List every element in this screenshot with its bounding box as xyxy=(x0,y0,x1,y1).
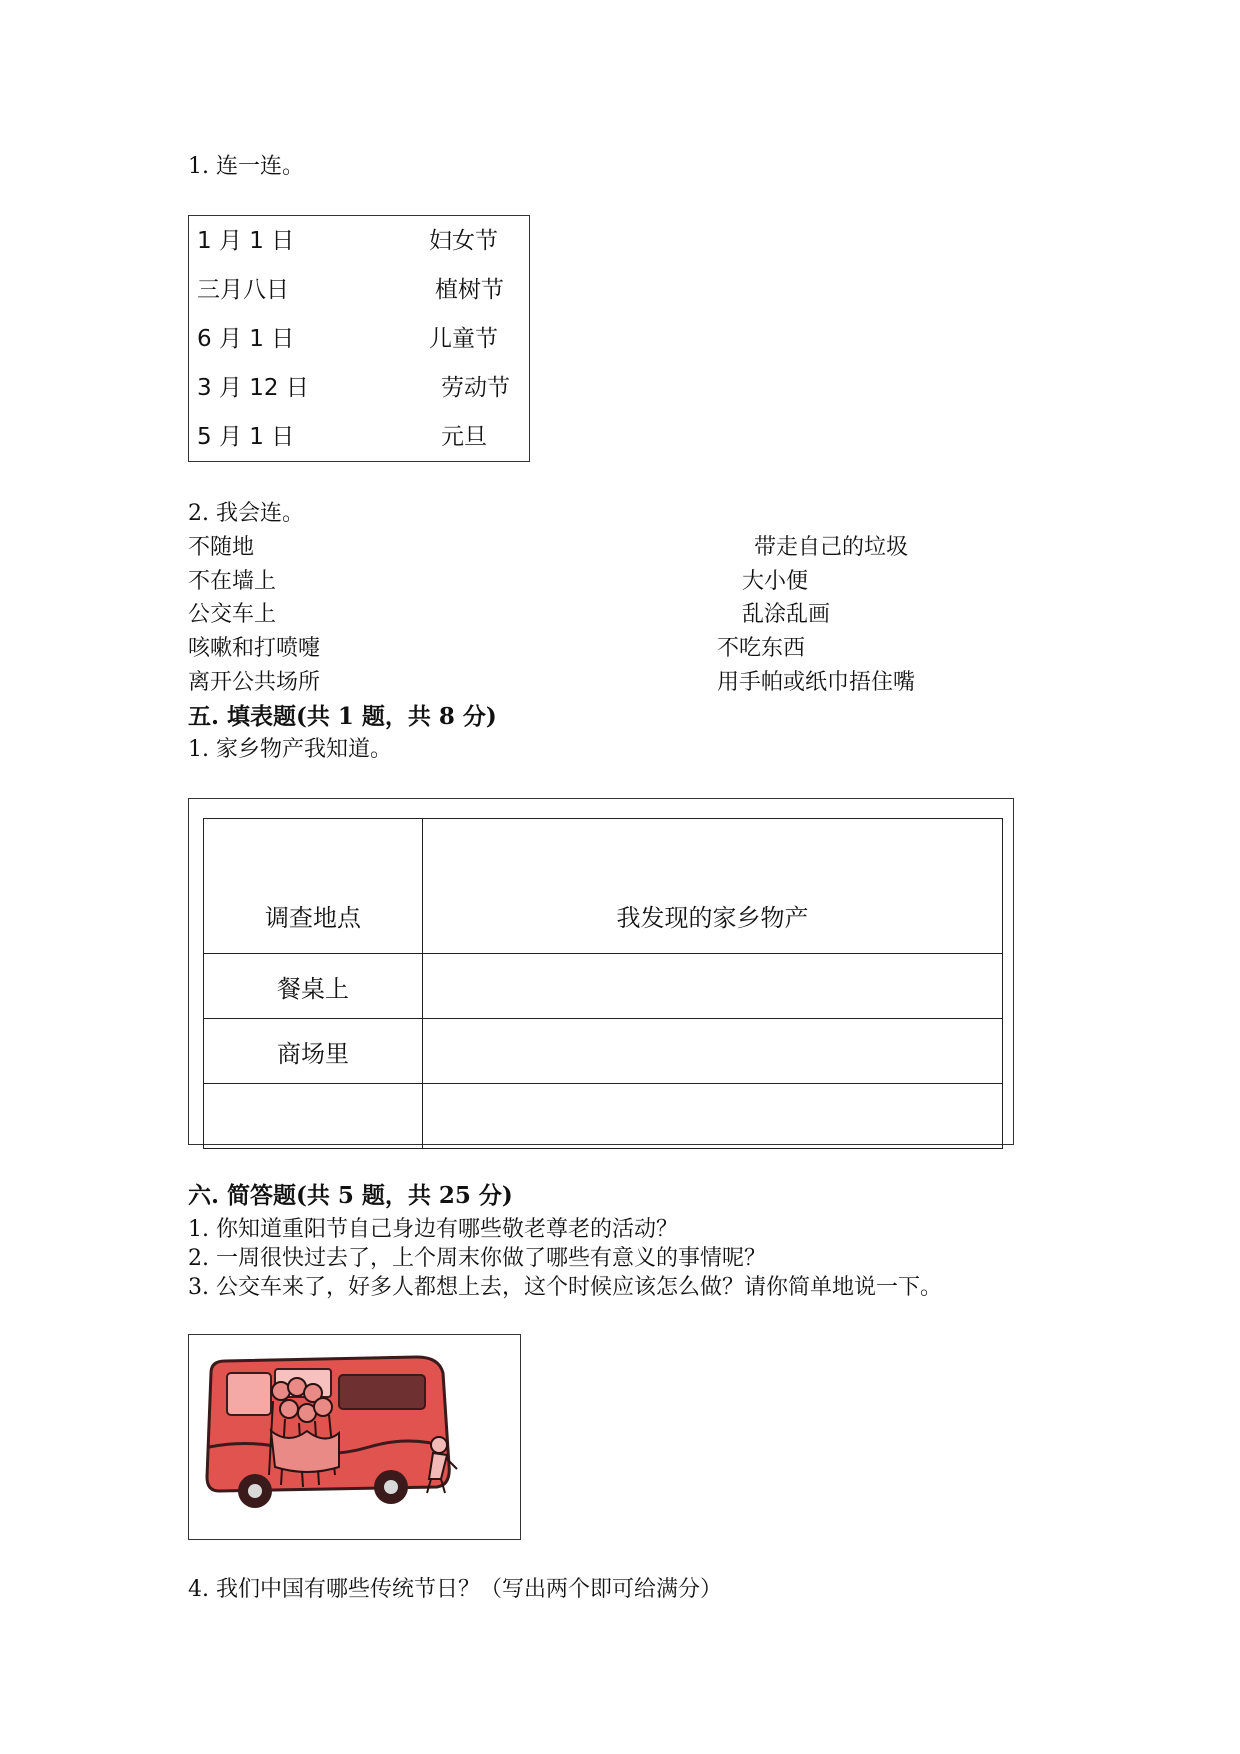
behavior-left-item: 离开公共场所 xyxy=(188,670,321,695)
festival-item: 儿童节 xyxy=(429,326,498,352)
location-cell: 商场里 xyxy=(204,1019,423,1084)
answer-cell[interactable] xyxy=(423,954,1003,1019)
behavior-right-item: 不吃东西 xyxy=(717,636,806,661)
behavior-right-item: 带走自己的垃圾 xyxy=(754,535,909,560)
header-location: 调查地点 xyxy=(204,819,423,954)
behavior-left-item: 公交车上 xyxy=(188,602,277,627)
date-item: 3 月 12 日 xyxy=(197,375,309,401)
q1-title: 1. 连一连。 xyxy=(188,154,304,179)
table-row xyxy=(204,1019,1003,1084)
bus-wheel xyxy=(374,1470,408,1504)
table-row xyxy=(204,954,1003,1019)
behavior-right-item: 大小便 xyxy=(742,569,809,594)
table-frame xyxy=(188,798,1014,1145)
bus-wheel xyxy=(238,1474,272,1508)
location-cell[interactable] xyxy=(204,1084,423,1149)
date-item: 1 月 1 日 xyxy=(197,228,295,254)
festival-item: 妇女节 xyxy=(429,228,498,254)
short-answer-question: 2. 一周很快过去了，上个周末你做了哪些有意义的事情呢？ xyxy=(188,1246,766,1271)
matching-box-dates xyxy=(188,215,530,462)
bus-window xyxy=(227,1373,271,1415)
table-header-row xyxy=(204,819,1003,954)
header-products: 我发现的家乡物产 xyxy=(423,819,1003,954)
short-answer-question: 1. 你知道重阳节自己身边有哪些敬老尊老的活动？ xyxy=(188,1217,678,1242)
crowded-bus-illustration xyxy=(189,1335,519,1538)
short-answer-question: 3. 公交车来了，好多人都想上去，这个时候应该怎么做？请你简单地说一下。 xyxy=(188,1275,942,1300)
table-row xyxy=(204,1084,1003,1149)
behavior-left-item: 不在墙上 xyxy=(188,569,277,594)
behavior-right-item: 乱涂乱画 xyxy=(742,602,831,627)
q2-title: 2. 我会连。 xyxy=(188,501,304,526)
answer-cell[interactable] xyxy=(423,1084,1003,1149)
festival-item: 植树节 xyxy=(435,277,504,303)
section-6-title: 六. 简答题(共 5 题，共 25 分) xyxy=(188,1182,513,1209)
date-item: 三月八日 xyxy=(197,277,289,303)
bus-illustration-frame xyxy=(188,1334,521,1540)
location-cell: 餐桌上 xyxy=(204,954,423,1019)
bus-window xyxy=(339,1375,425,1409)
behavior-left-item: 不随地 xyxy=(188,535,255,560)
behavior-left-item: 咳嗽和打喷嚏 xyxy=(188,636,321,661)
behavior-right-item: 用手帕或纸巾捂住嘴 xyxy=(717,670,916,695)
short-answer-question: 4. 我们中国有哪些传统节日？（写出两个即可给满分） xyxy=(188,1577,722,1602)
festival-item: 元旦 xyxy=(441,424,487,450)
festival-item: 劳动节 xyxy=(441,375,510,401)
answer-cell[interactable] xyxy=(423,1019,1003,1084)
date-item: 5 月 1 日 xyxy=(197,424,295,450)
section-5-q1: 1. 家乡物产我知道。 xyxy=(188,737,392,762)
products-table xyxy=(203,818,1003,1149)
section-5-title: 五. 填表题(共 1 题，共 8 分) xyxy=(188,703,497,730)
date-item: 6 月 1 日 xyxy=(197,326,295,352)
